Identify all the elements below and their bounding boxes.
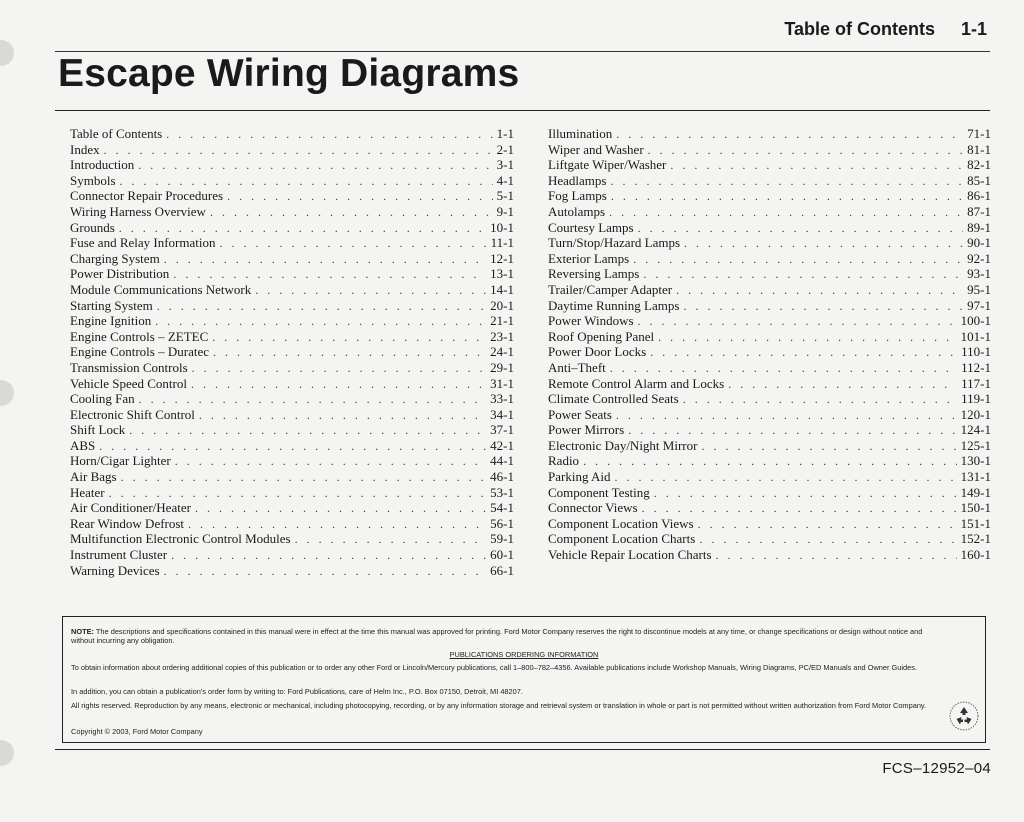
toc-entry-label: Autolamps (548, 203, 606, 219)
toc-entry-page: 160-1 (960, 547, 991, 563)
toc-leader-dots (698, 517, 957, 533)
toc-entry-label: Introduction (70, 157, 135, 173)
toc-entry (548, 485, 991, 501)
toc-entry-label: Courtesy Lamps (548, 219, 634, 235)
toc-entry (548, 251, 991, 267)
toc-entry-label: Illumination (548, 126, 613, 141)
toc-entry-label: Grounds (70, 219, 115, 235)
toc-entry (70, 220, 514, 236)
toc-entry (70, 422, 514, 438)
toc-entry-label: Component Location Charts (548, 531, 696, 547)
toc-entry-label: Turn/Stop/Hazard Lamps (548, 235, 681, 251)
toc-entry-label: Connector Views (548, 500, 638, 516)
toc-entry-label: Instrument Cluster (70, 547, 168, 563)
toc-right-column (548, 126, 991, 563)
toc-leader-dots (716, 548, 957, 564)
toc-entry-label: Electronic Day/Night Mirror (548, 437, 698, 453)
toc-leader-dots (638, 314, 957, 330)
toc-entry-page: 13-1 (490, 266, 514, 282)
toc-leader-dots (210, 205, 493, 221)
toc-entry-page: 125-1 (960, 437, 991, 453)
toc-entry (548, 360, 991, 376)
toc-entry-page: 90-1 (967, 235, 991, 251)
header-page: 1-1 (960, 19, 987, 39)
toc-entry-label: Daytime Running Lamps (548, 297, 680, 313)
toc-entry-page: 130-1 (960, 453, 991, 469)
toc-leader-dots (213, 345, 486, 361)
toc-entry-label: Module Communications Network (70, 281, 252, 297)
toc-entry-label: Remote Control Alarm and Locks (548, 375, 725, 391)
toc-leader-dots (138, 158, 492, 174)
toc-entry (548, 313, 991, 329)
toc-entry (70, 235, 514, 251)
toc-entry-page: 37-1 (490, 422, 514, 438)
toc-entry (70, 188, 514, 204)
toc-entry (548, 142, 991, 158)
toc-entry-label: Connector Repair Procedures (70, 188, 224, 204)
toc-entry-label: Air Conditioner/Heater (70, 500, 191, 516)
toc-entry-label: Engine Controls – Duratec (70, 344, 209, 360)
toc-leader-dots (99, 439, 486, 455)
toc-leader-dots (676, 283, 963, 299)
toc-entry-label: Liftgate Wiper/Washer (548, 157, 667, 173)
toc-entry (548, 344, 991, 360)
toc-entry-page: 14-1 (490, 281, 514, 297)
toc-leader-dots (701, 439, 956, 455)
toc-entry-page: 152-1 (960, 531, 991, 547)
toc-entry-label: Wiring Harness Overview (70, 203, 206, 219)
toc-entry-label: Index (70, 141, 100, 157)
toc-leader-dots (628, 423, 956, 439)
toc-entry (70, 251, 514, 267)
toc-entry-page: 24-1 (490, 344, 514, 360)
toc-entry (548, 235, 991, 251)
toc-entry-page: 82-1 (967, 157, 991, 173)
toc-entry-page: 4-1 (496, 172, 514, 188)
note-paragraph (71, 627, 941, 645)
punch-hole (0, 40, 14, 66)
toc-entry-label: Component Testing (548, 484, 650, 500)
toc-entry (70, 485, 514, 501)
punch-hole (0, 740, 14, 766)
toc-entry-label: Warning Devices (70, 562, 160, 578)
toc-leader-dots (188, 517, 486, 533)
toc-entry-page: 93-1 (967, 266, 991, 282)
toc-entry (70, 344, 514, 360)
toc-entry-page: 1-1 (496, 126, 514, 141)
toc-entry-page: 29-1 (490, 359, 514, 375)
toc-leader-dots (119, 221, 486, 237)
toc-leader-dots (121, 470, 487, 486)
toc-leader-dots (728, 377, 957, 393)
toc-leader-dots (139, 392, 487, 408)
toc-leader-dots (171, 548, 486, 564)
toc-leader-dots (199, 408, 486, 424)
order-text: In addition, you can obtain a publication's order form by writing to: Ford Publications, care of Helm Inc., P.O. Box 07150, Detroit, MI 48207. (71, 687, 523, 696)
toc-entry-page: 149-1 (960, 484, 991, 500)
toc-leader-dots (192, 361, 487, 377)
toc-leader-dots (683, 392, 957, 408)
toc-entry-label: Exterior Lamps (548, 250, 630, 266)
footer-divider (55, 749, 990, 750)
toc-entry-page: 87-1 (967, 203, 991, 219)
toc-entry (70, 516, 514, 532)
toc-entry-page: 101-1 (960, 328, 991, 344)
toc-entry-page: 31-1 (490, 375, 514, 391)
toc-entry-page: 56-1 (490, 515, 514, 531)
toc-leader-dots (166, 127, 492, 143)
toc-leader-dots (164, 564, 487, 580)
toc-entry-page: 11-1 (490, 235, 514, 251)
toc-leader-dots (157, 299, 486, 315)
toc-entry-page: 89-1 (967, 219, 991, 235)
toc-entry (548, 422, 991, 438)
toc-entry-page: 86-1 (967, 188, 991, 204)
toc-leader-dots (684, 236, 963, 252)
page-title: Escape Wiring Diagrams (58, 52, 520, 95)
toc-entry-page: 53-1 (490, 484, 514, 500)
toc-entry-page: 42-1 (490, 437, 514, 453)
toc-entry (548, 531, 991, 547)
toc-entry-label: Engine Controls – ZETEC (70, 328, 209, 344)
toc-leader-dots (227, 189, 493, 205)
toc-entry (548, 453, 991, 469)
toc-entry (70, 329, 514, 345)
toc-entry-label: Power Seats (548, 406, 612, 422)
toc-entry (70, 376, 514, 392)
toc-entry-page: 20-1 (490, 297, 514, 313)
pub-heading: PUBLICATIONS ORDERING INFORMATION (449, 650, 599, 659)
toc-entry-label: Trailer/Camper Adapter (548, 281, 673, 297)
toc-entry-page: 119-1 (961, 391, 991, 407)
toc-entry (548, 516, 991, 532)
toc-entry-page: 60-1 (490, 547, 514, 563)
toc-leader-dots (104, 143, 493, 159)
toc-entry-label: Symbols (70, 172, 116, 188)
toc-entry-label: Wiper and Washer (548, 141, 644, 157)
toc-entry (70, 313, 514, 329)
toc-entry (70, 531, 514, 547)
toc-entry-page: 54-1 (490, 500, 514, 516)
toc-entry (70, 142, 514, 158)
toc-entry (548, 500, 991, 516)
toc-leader-dots (109, 486, 487, 502)
toc-leader-dots (191, 377, 486, 393)
toc-entry-label: Heater (70, 484, 105, 500)
toc-leader-dots (683, 299, 963, 315)
toc-entry-page: 21-1 (490, 313, 514, 329)
toc-entry (548, 376, 991, 392)
toc-leader-dots (220, 236, 487, 252)
toc-entry-label: Climate Controlled Seats (548, 391, 679, 407)
toc-entry-label: Anti–Theft (548, 359, 606, 375)
toc-leader-dots (638, 221, 964, 237)
toc-entry-label: Radio (548, 453, 580, 469)
toc-leader-dots (120, 174, 493, 190)
toc-leader-dots (642, 501, 957, 517)
toc-entry-page: 81-1 (967, 141, 991, 157)
toc-entry-label: ABS (70, 437, 96, 453)
toc-entry-page: 66-1 (490, 562, 514, 578)
toc-entry-label: Reversing Lamps (548, 266, 640, 282)
toc-entry (548, 204, 991, 220)
note-label: NOTE: (71, 627, 94, 636)
toc-leader-dots (609, 205, 963, 221)
toc-entry-label: Power Door Locks (548, 344, 647, 360)
toc-leader-dots (155, 314, 486, 330)
toc-entry-page: 85-1 (967, 172, 991, 188)
toc-entry (548, 547, 991, 563)
toc-entry (548, 469, 991, 485)
toc-entry-label: Fog Lamps (548, 188, 607, 204)
toc-entry (70, 173, 514, 189)
toc-entry-page: 23-1 (490, 328, 514, 344)
toc-leader-dots (175, 454, 486, 470)
toc-leader-dots (164, 252, 486, 268)
notice-box (62, 616, 986, 743)
toc-leader-dots (648, 143, 964, 159)
toc-entry-page: 110-1 (961, 344, 991, 360)
toc-entry-label: Charging System (70, 250, 160, 266)
toc-entry-label: Transmission Controls (70, 359, 188, 375)
toc-entry-label: Air Bags (70, 469, 117, 485)
toc-entry-label: Power Distribution (70, 266, 170, 282)
toc-entry (548, 220, 991, 236)
pub-text: To obtain information about ordering additional copies of this publication or to order any other Ford or Lincoln/Mercury publications, call 1–800–782–4356. Available publications include Workshop Manuals, Wiring Diagrams, PC/ED Manuals and Owner Guides. (71, 663, 918, 672)
toc-leader-dots (583, 454, 957, 470)
toc-leader-dots (658, 330, 957, 346)
toc-left-column (70, 126, 514, 578)
toc-entry-page: 117-1 (961, 375, 991, 391)
copyright-text: Copyright © 2003, Ford Motor Company (71, 727, 203, 736)
toc-entry (548, 391, 991, 407)
toc-entry (70, 563, 514, 579)
toc-entry-label: Starting System (70, 297, 153, 313)
toc-entry-page: 92-1 (967, 250, 991, 266)
toc-entry (70, 407, 514, 423)
toc-entry (548, 157, 991, 173)
toc-entry (548, 298, 991, 314)
document-code: FCS–12952–04 (882, 760, 991, 777)
toc-leader-dots (650, 345, 957, 361)
toc-leader-dots (616, 127, 963, 143)
toc-entry-page: 131-1 (960, 469, 991, 485)
toc-entry (70, 126, 514, 142)
toc-leader-dots (610, 174, 963, 190)
toc-entry (70, 360, 514, 376)
toc-entry-page: 120-1 (960, 406, 991, 422)
toc-entry-page: 9-1 (496, 203, 514, 219)
toc-entry-page: 33-1 (490, 391, 514, 407)
toc-entry-label: Multifunction Electronic Control Modules (70, 531, 291, 547)
toc-entry (70, 453, 514, 469)
toc-leader-dots (643, 267, 963, 283)
toc-entry (548, 438, 991, 454)
toc-entry-label: Roof Opening Panel (548, 328, 655, 344)
toc-entry-label: Vehicle Speed Control (70, 375, 187, 391)
toc-entry-label: Component Location Views (548, 515, 694, 531)
toc-entry (548, 282, 991, 298)
toc-entry (548, 188, 991, 204)
toc-entry-page: 151-1 (960, 515, 991, 531)
toc-entry (70, 282, 514, 298)
toc-entry (70, 469, 514, 485)
recycle-icon (949, 701, 979, 731)
toc-entry-label: Vehicle Repair Location Charts (548, 547, 712, 563)
toc-entry (70, 266, 514, 282)
toc-entry (70, 438, 514, 454)
toc-entry-page: 97-1 (967, 297, 991, 313)
toc-entry-page: 3-1 (496, 157, 514, 173)
toc-leader-dots (195, 501, 486, 517)
toc-entry (70, 547, 514, 563)
toc-entry-page: 2-1 (496, 141, 514, 157)
toc-entry-page: 71-1 (967, 126, 991, 141)
toc-entry (70, 500, 514, 516)
toc-leader-dots (255, 283, 486, 299)
title-divider (55, 110, 990, 111)
page-header (784, 19, 987, 40)
toc-entry-label: Cooling Fan (70, 391, 135, 407)
toc-entry-page: 59-1 (490, 531, 514, 547)
toc-entry-label: Engine Ignition (70, 313, 152, 329)
toc-entry-page: 46-1 (490, 469, 514, 485)
toc-entry-label: Power Mirrors (548, 422, 625, 438)
toc-entry (70, 157, 514, 173)
toc-entry-label: Fuse and Relay Information (70, 235, 216, 251)
toc-entry-label: Shift Lock (70, 422, 126, 438)
toc-entry (548, 329, 991, 345)
toc-entry-page: 44-1 (490, 453, 514, 469)
toc-entry-label: Headlamps (548, 172, 607, 188)
toc-entry (70, 204, 514, 220)
toc-entry-label: Electronic Shift Control (70, 406, 195, 422)
punch-hole (0, 380, 14, 406)
toc-entry-label: Horn/Cigar Lighter (70, 453, 171, 469)
toc-leader-dots (295, 532, 487, 548)
toc-entry-label: Table of Contents (70, 126, 163, 141)
toc-entry-page: 95-1 (967, 281, 991, 297)
toc-leader-dots (699, 532, 956, 548)
toc-entry-page: 100-1 (960, 313, 991, 329)
header-section: Table of Contents (784, 19, 935, 39)
toc-leader-dots (616, 408, 957, 424)
toc-leader-dots (654, 486, 957, 502)
toc-entry-page: 34-1 (490, 406, 514, 422)
toc-entry (548, 126, 991, 142)
toc-leader-dots (129, 423, 486, 439)
toc-leader-dots (611, 189, 963, 205)
note-text: The descriptions and specifications contained in this manual were in effect at the time this manual was approved for printing. Ford Motor Company reserves the right to discontinue models at any time, or change specifications or design without notice and without incurring any obligation. (71, 627, 923, 646)
toc-leader-dots (614, 470, 956, 486)
toc-leader-dots (633, 252, 963, 268)
toc-entry-page: 124-1 (960, 422, 991, 438)
toc-entry-label: Rear Window Defrost (70, 515, 185, 531)
toc-entry (548, 173, 991, 189)
toc-entry-label: Parking Aid (548, 469, 611, 485)
rights-text: All rights reserved. Reproduction by any means, electronic or mechanical, including photocopying, recording, or by any information storage and retrieval system or translation in whole or part is not permitted without written authorization from Ford Motor Company. (71, 701, 927, 710)
toc-leader-dots (670, 158, 963, 174)
toc-entry-page: 5-1 (496, 188, 514, 204)
toc-entry-page: 150-1 (960, 500, 991, 516)
toc-leader-dots (610, 361, 957, 377)
toc-entry (70, 298, 514, 314)
toc-entry-label: Power Windows (548, 313, 634, 329)
toc-entry-page: 10-1 (490, 219, 514, 235)
toc-entry (548, 407, 991, 423)
toc-leader-dots (212, 330, 486, 346)
toc-entry-page: 12-1 (490, 250, 514, 266)
toc-entry (70, 391, 514, 407)
toc-entry (548, 266, 991, 282)
toc-entry-page: 112-1 (961, 359, 991, 375)
toc-leader-dots (173, 267, 486, 283)
